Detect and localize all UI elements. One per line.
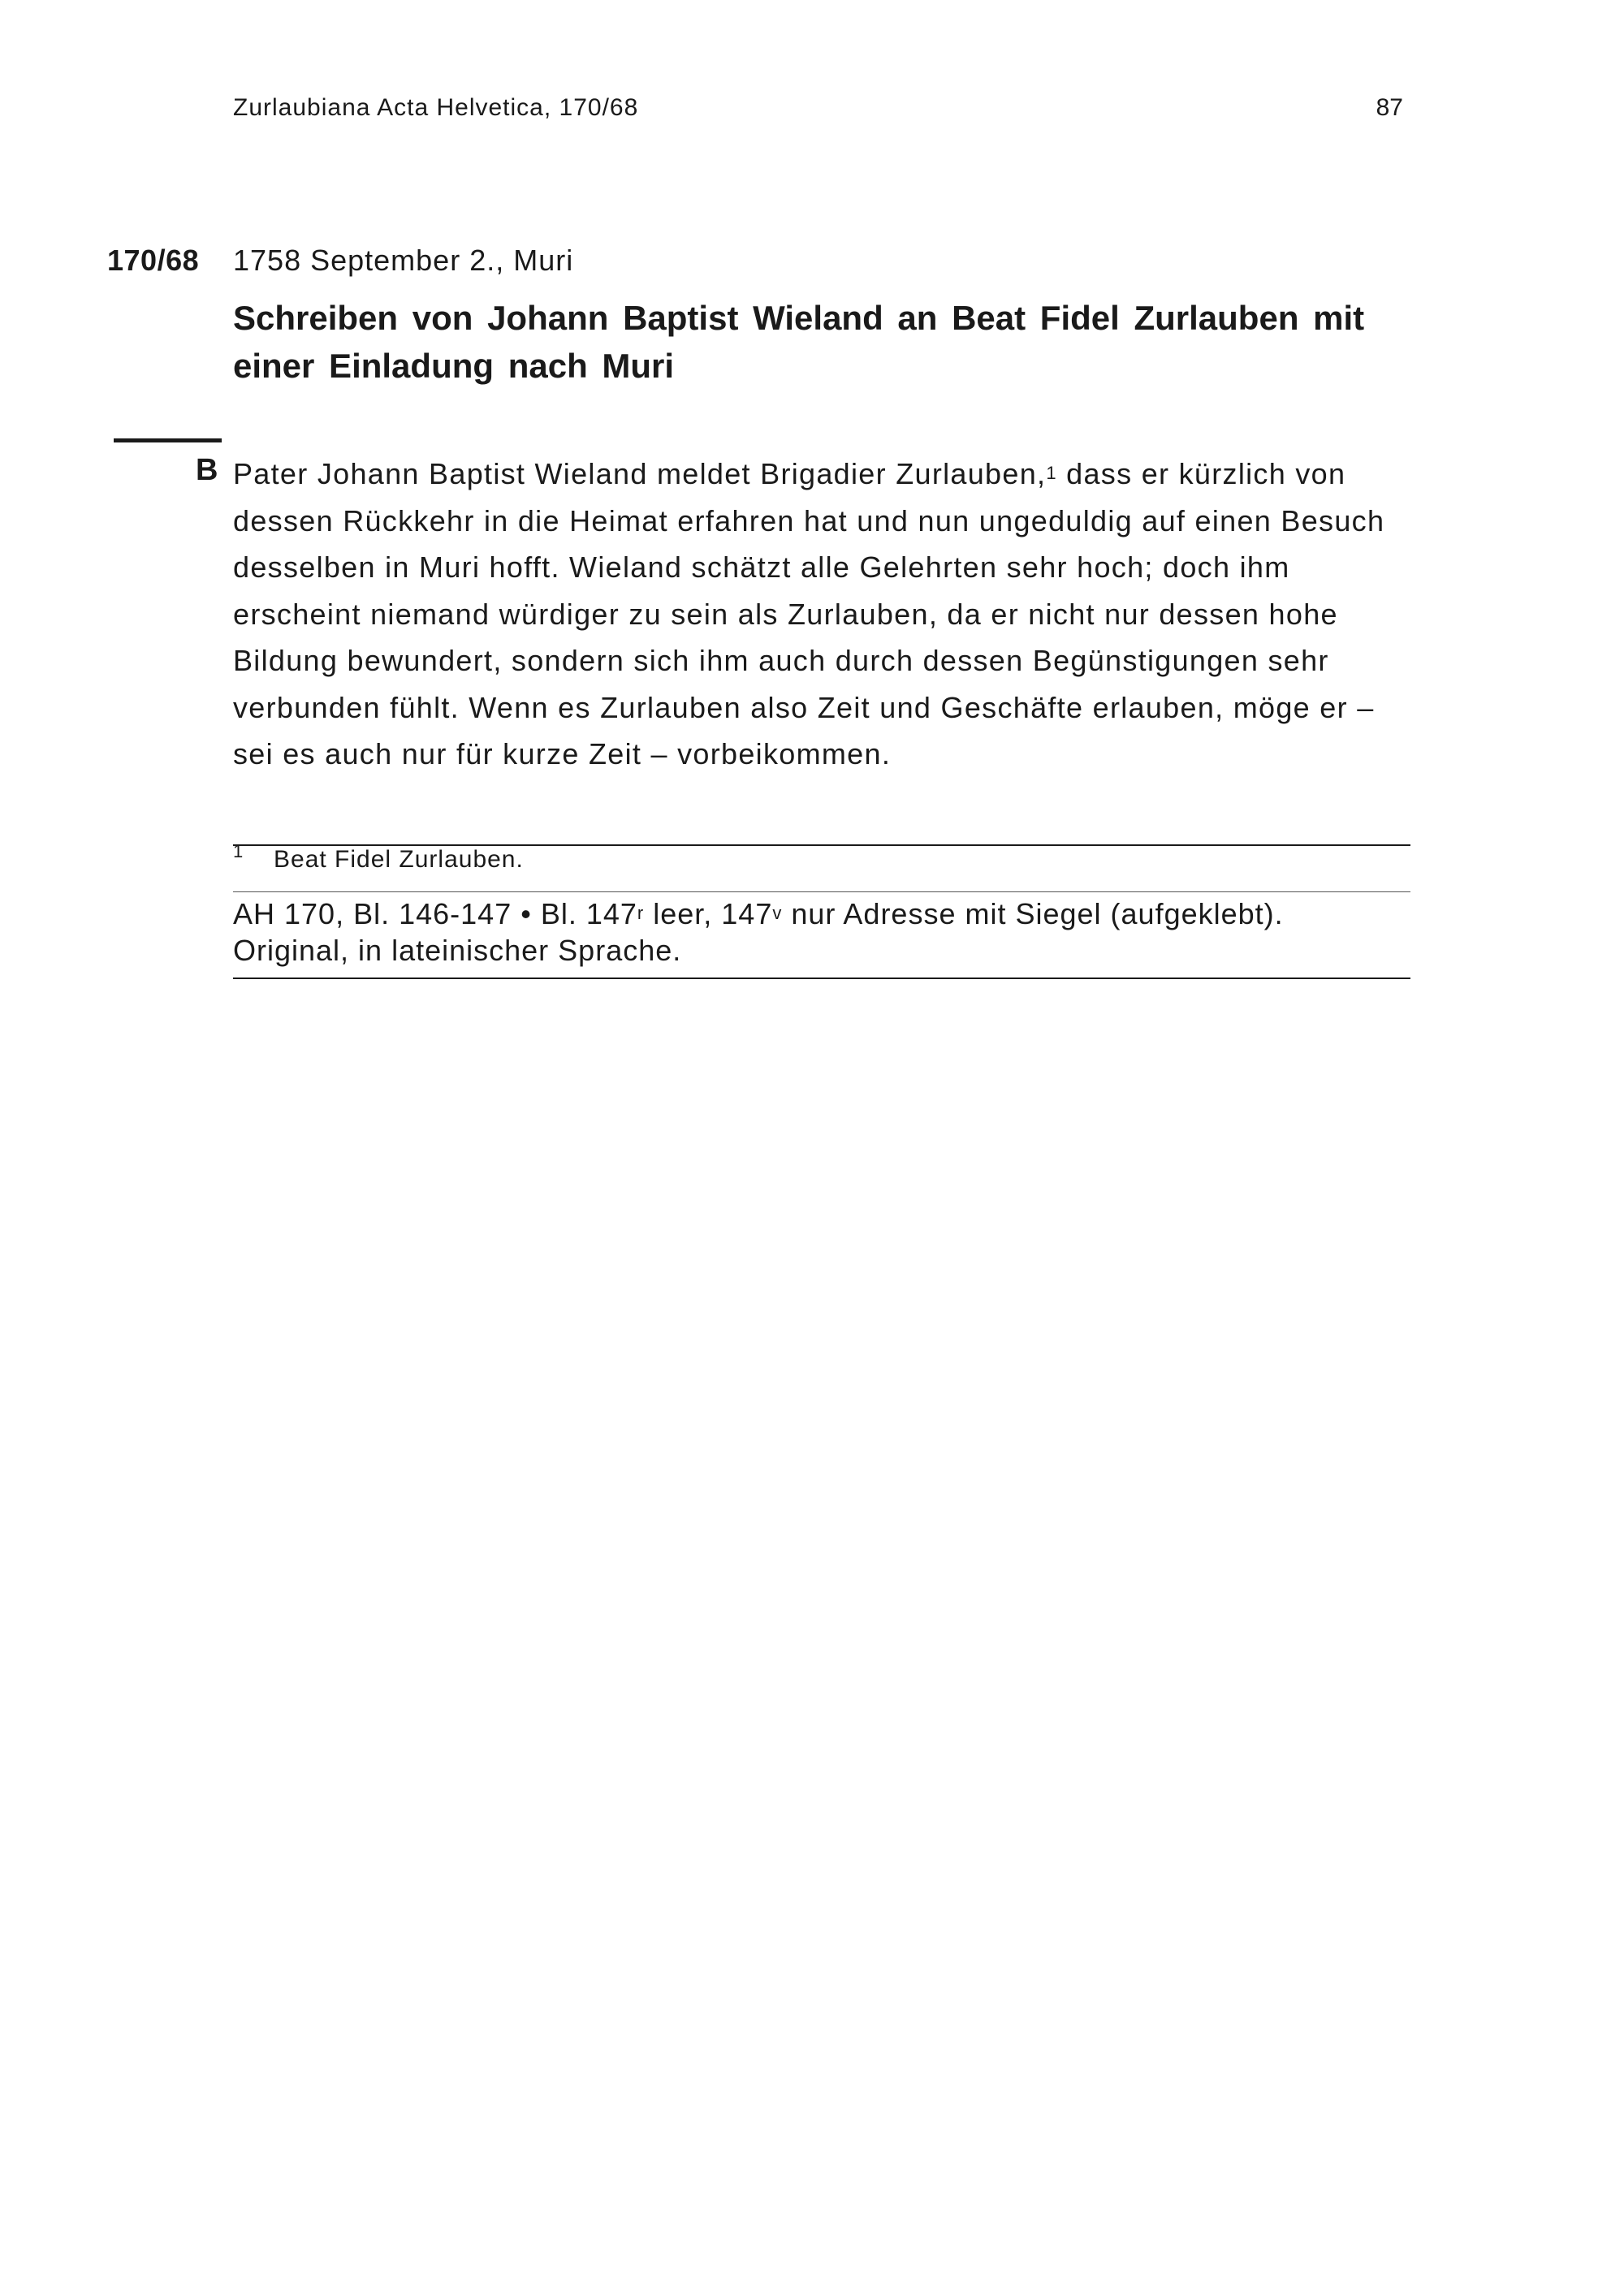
source-line-2: Original, in lateinischer Sprache. bbox=[233, 934, 682, 967]
source-sup-verso: v bbox=[772, 903, 783, 923]
source-rule-bottom bbox=[233, 978, 1410, 979]
source-part-3: nur Adresse mit Siegel (aufgeklebt). bbox=[782, 897, 1284, 930]
page-number: 87 bbox=[1376, 94, 1403, 121]
regest-text-start: Pater Johann Baptist Wieland meldet Brigadier Zurlauben, bbox=[233, 457, 1047, 490]
section-marker-rule bbox=[114, 438, 222, 442]
footnote-text: Beat Fidel Zurlauben. bbox=[274, 846, 524, 873]
source-rule bbox=[233, 891, 1410, 892]
source-part-2: leer, 147 bbox=[644, 897, 773, 930]
document-title: Schreiben von Johann Baptist Wieland an Beat Fidel Zurlauben mit einer Einladung nach Muri bbox=[233, 299, 1365, 385]
section-marker-letter: B bbox=[196, 453, 218, 487]
footnote-reference: 1 bbox=[1046, 463, 1057, 483]
document-date-place: 1758 September 2., Muri bbox=[233, 244, 574, 277]
source-note bbox=[233, 896, 1410, 969]
regest-paragraph bbox=[233, 451, 1410, 778]
source-sup-recto: r bbox=[637, 903, 645, 923]
regest-text-rest: dass er kürzlich von dessen Rückkehr in die Heimat erfahren hat und nun ungeduldig auf einen Besuch desselben in Muri hofft. Wieland schätzt alle Gelehrten sehr hoch; doch ihm erscheint niemand würdiger zu sein als Zurlauben, da er nicht nur dessen hohe Bildung bewundert, sondern sich ihm auch durch dessen Begünstigungen sehr verbunden fühlt. Wenn es Zurlauben also Zeit und Geschäfte erlauben, möge er – sei es auch nur für kurze Zeit – vorbeikommen. bbox=[233, 457, 1385, 770]
source-part-1: AH 170, Bl. 146-147 • Bl. 147 bbox=[233, 897, 637, 930]
footnote-mark: 1 bbox=[233, 841, 244, 861]
document-number: 170/68 bbox=[107, 244, 200, 277]
running-head: Zurlaubiana Acta Helvetica, 170/68 bbox=[233, 94, 639, 121]
